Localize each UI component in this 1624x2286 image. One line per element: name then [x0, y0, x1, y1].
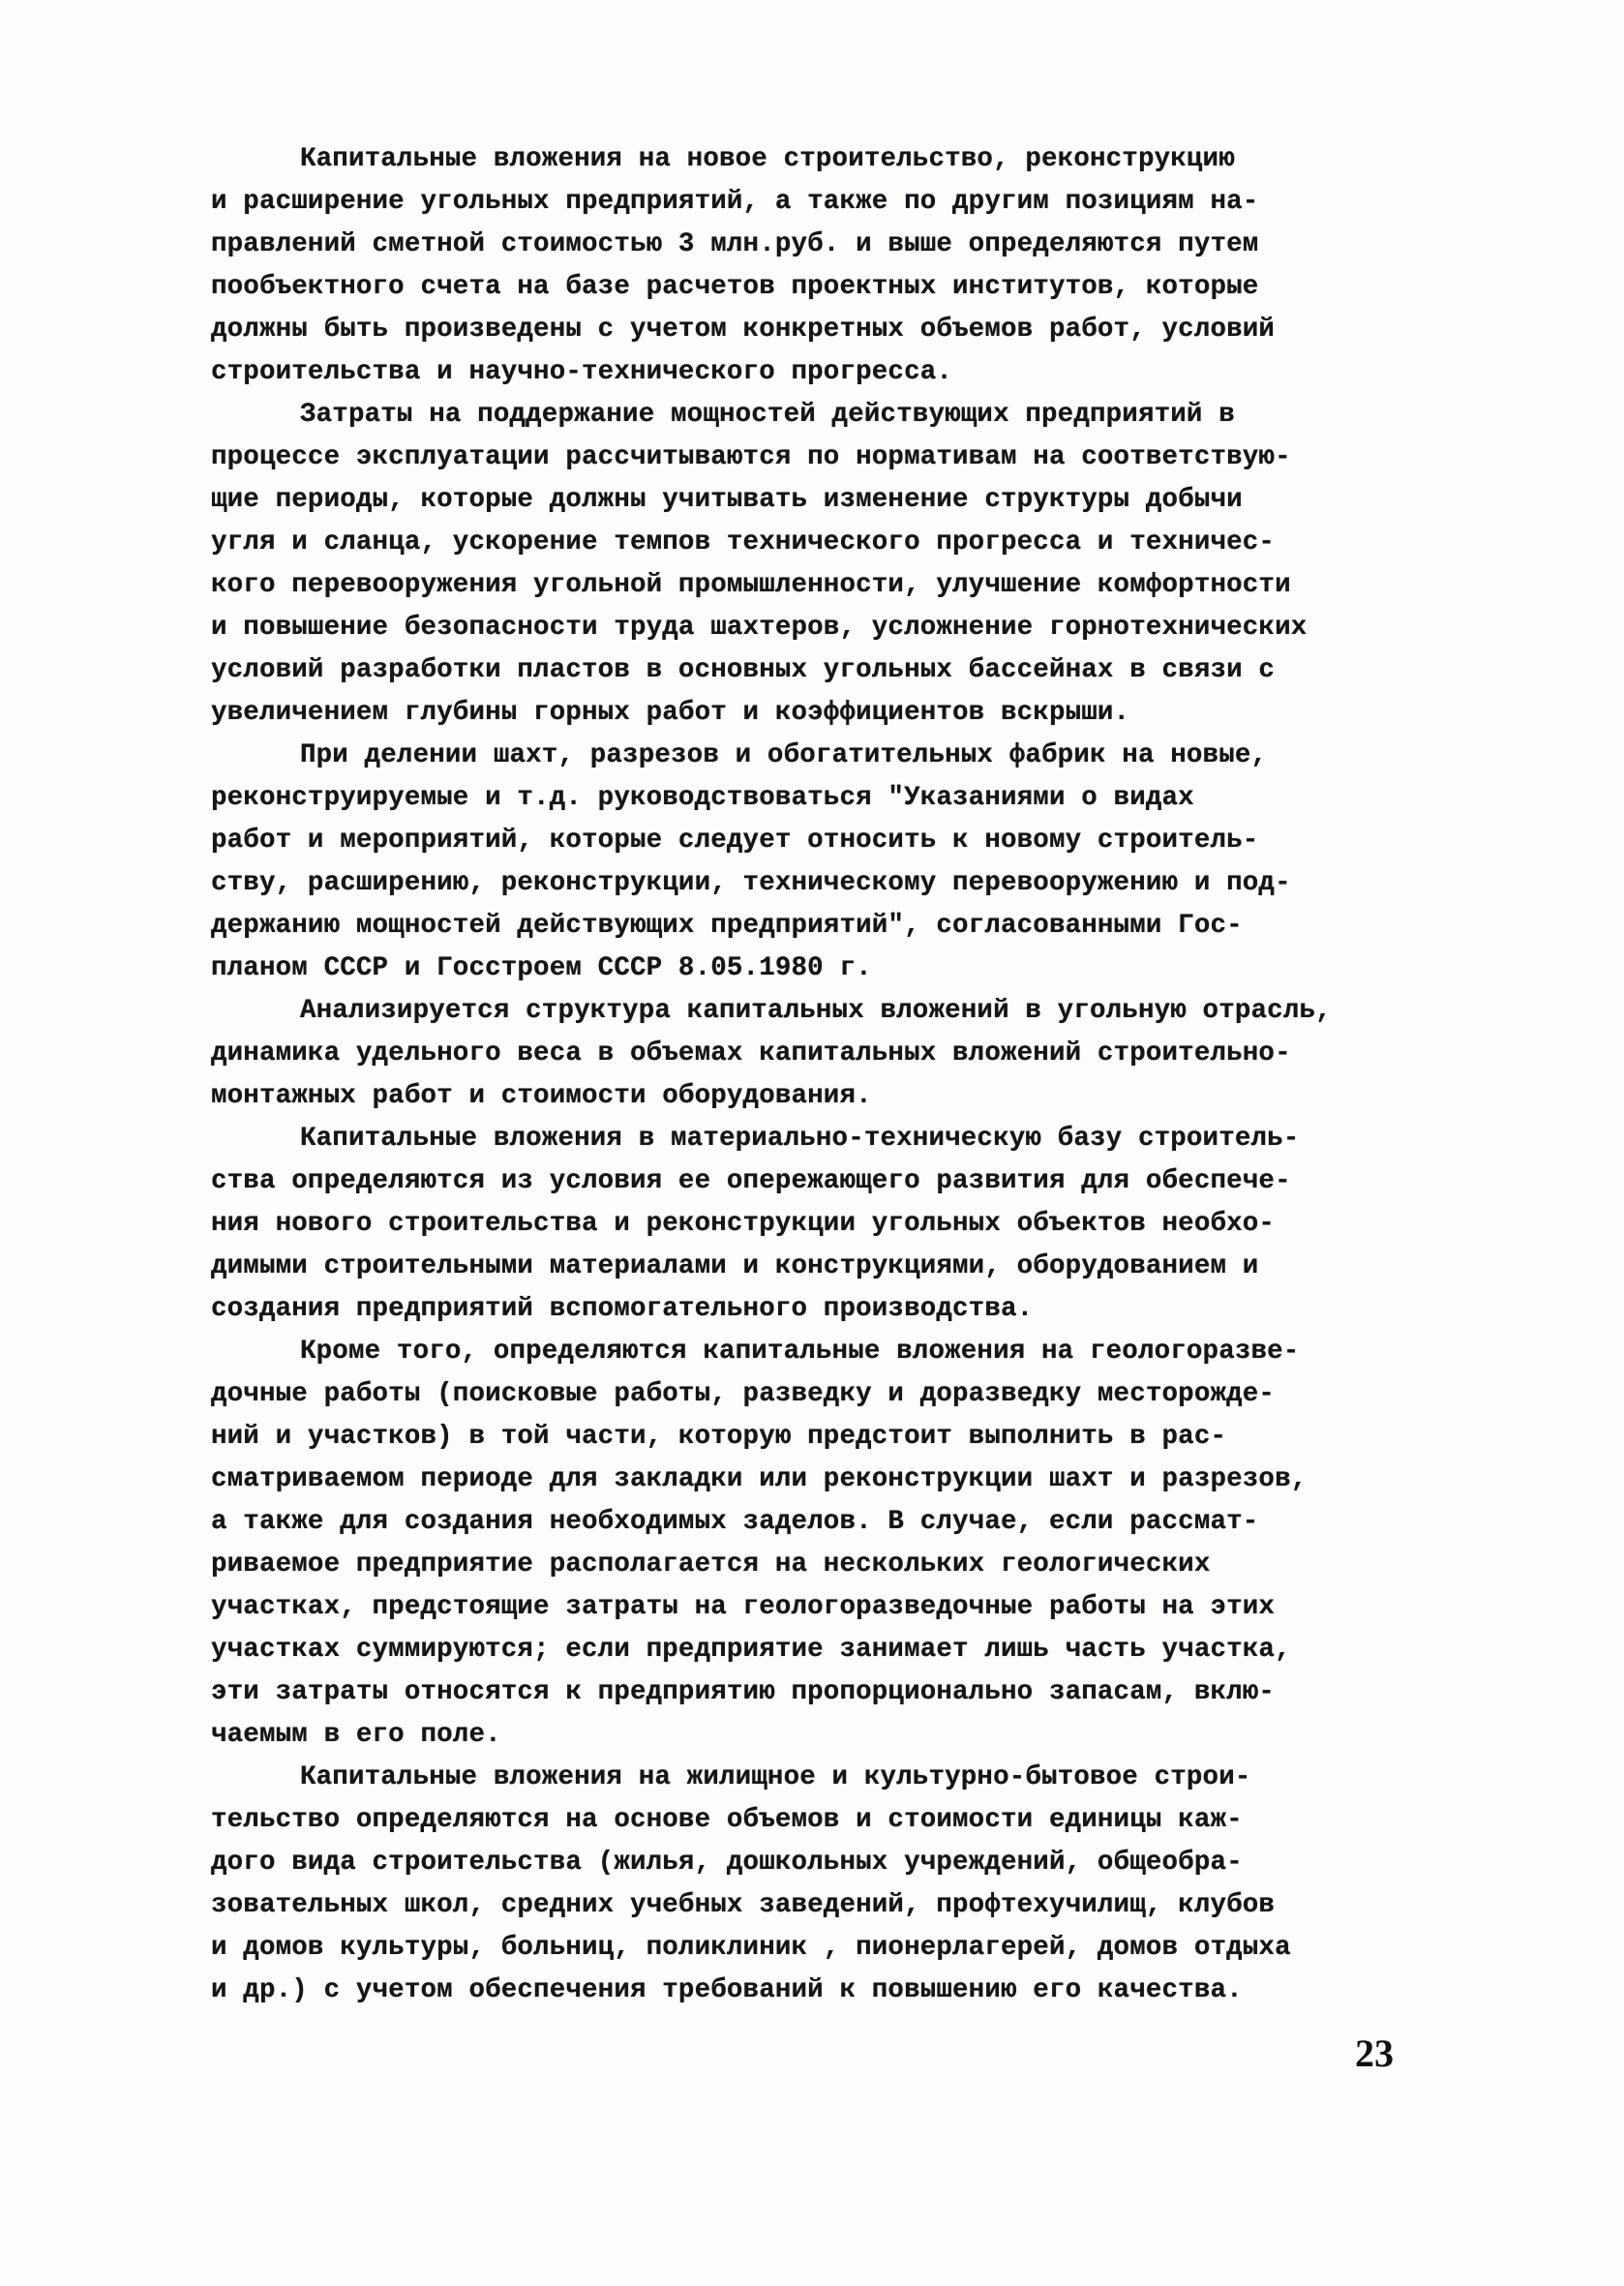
text-line: процессе эксплуатации рассчитываются по нормативам на соответствую- [211, 442, 1291, 472]
body-text [211, 138, 1479, 2012]
text-line: зовательных школ, средних учебных заведений, профтехучилищ, клубов [211, 1890, 1276, 1920]
paragraph-housing-construction [211, 1757, 1479, 2012]
paragraph-capital-investments-new-construction [211, 138, 1479, 394]
text-line: Кроме того, определяются капитальные вложения на геологоразве- [300, 1337, 1300, 1367]
text-line: кого перевооружения угольной промышленности, улучшение комфортности [211, 570, 1291, 600]
text-line: риваемое предприятие располагается на нескольких геологических [211, 1549, 1211, 1579]
paragraph-investment-structure-analysis [211, 990, 1479, 1118]
text-line: чаемым в его поле. [211, 1720, 501, 1750]
text-line: монтажных работ и стоимости оборудования. [211, 1081, 872, 1111]
text-line: Затраты на поддержание мощностей действующих предприятий в [300, 400, 1235, 430]
text-line: держанию мощностей действующих предприятий", согласованными Гос- [211, 911, 1243, 941]
text-line: динамика удельного веса в объемах капитальных вложений строительно- [211, 1038, 1291, 1068]
text-line: пообъектного счета на базе расчетов проектных институтов, которые [211, 272, 1259, 302]
page-number: 23 [1355, 2031, 1394, 2075]
text-line: планом СССР и Госстроем СССР 8.05.1980 г. [211, 953, 872, 983]
text-line: ния нового строительства и реконструкции угольных объектов необхо- [211, 1209, 1276, 1239]
text-line: ству, расширению, реконструкции, техническому перевооружению и под- [211, 868, 1291, 898]
text-line: правлений сметной стоимостью 3 млн.руб. и выше определяются путем [211, 229, 1259, 259]
text-line: Капитальные вложения на новое строительство, реконструкцию [300, 144, 1235, 174]
text-line: участках, предстоящие затраты на геологоразведочные работы на этих [211, 1592, 1276, 1622]
text-line: угля и сланца, ускорение темпов технического прогресса и техничес- [211, 527, 1276, 557]
text-line: эти затраты относятся к предприятию пропорционально запасам, вклю- [211, 1677, 1276, 1707]
paragraph-classification-guidelines [211, 735, 1479, 990]
text-line: Капитальные вложения в материально-техническую базу строитель- [300, 1124, 1300, 1154]
text-line: сматриваемом периоде для закладки или реконструкции шахт и разрезов, [211, 1464, 1308, 1494]
text-line: димыми строительными материалами и конструкциями, оборудованием и [211, 1251, 1259, 1281]
text-line: и расширение угольных предприятий, а также по другим позициям на- [211, 187, 1259, 217]
text-line: и домов культуры, больниц, поликлиник , пионерлагерей, домов отдыха [211, 1933, 1291, 1963]
text-line: увеличением глубины горных работ и коэффициентов вскрыши. [211, 698, 1130, 728]
text-line: и повышение безопасности труда шахтеров, усложнение горнотехнических [211, 613, 1308, 643]
text-line: Капитальные вложения на жилищное и культурно-бытовое строи- [300, 1762, 1251, 1792]
text-line: щие периоды, которые должны учитывать изменение структуры добычи [211, 485, 1243, 515]
text-line: участках суммируются; если предприятие занимает лишь часть участка, [211, 1635, 1291, 1665]
paragraph-construction-base-investments [211, 1118, 1479, 1331]
text-line: дого вида строительства (жилья, дошкольных учреждений, общеобра- [211, 1848, 1243, 1878]
text-line: дочные работы (поисковые работы, разведку и доразведку месторожде- [211, 1379, 1276, 1409]
paragraph-geological-exploration [211, 1331, 1479, 1757]
text-line: ний и участков) в той части, которую предстоит выполнить в рас- [211, 1422, 1227, 1452]
text-line: реконструируемые и т.д. руководствоваться "Указаниями о видах [211, 783, 1194, 813]
text-line: и др.) с учетом обеспечения требований к повышению его качества. [211, 1975, 1243, 2005]
text-line: создания предприятий вспомогательного производства. [211, 1294, 1034, 1324]
text-line: Анализируется структура капитальных вложений в угольную отрасль, [300, 996, 1332, 1026]
paragraph-maintenance-costs [211, 394, 1479, 735]
text-line: строительства и научно-технического прогресса. [211, 357, 953, 387]
text-line: а также для создания необходимых заделов. В случае, если рассмат- [211, 1507, 1259, 1537]
text-line: ства определяются из условия ее опережающего развития для обеспече- [211, 1166, 1291, 1196]
text-line: работ и мероприятий, которые следует относить к новому строитель- [211, 826, 1259, 856]
text-line: тельство определяются на основе объемов и стоимости единицы каж- [211, 1805, 1243, 1835]
text-line: При делении шахт, разрезов и обогатительных фабрик на новые, [300, 740, 1268, 770]
text-line: условий разработки пластов в основных угольных бассейнах в связи с [211, 655, 1276, 685]
text-line: должны быть произведены с учетом конкретных объемов работ, условий [211, 315, 1276, 345]
